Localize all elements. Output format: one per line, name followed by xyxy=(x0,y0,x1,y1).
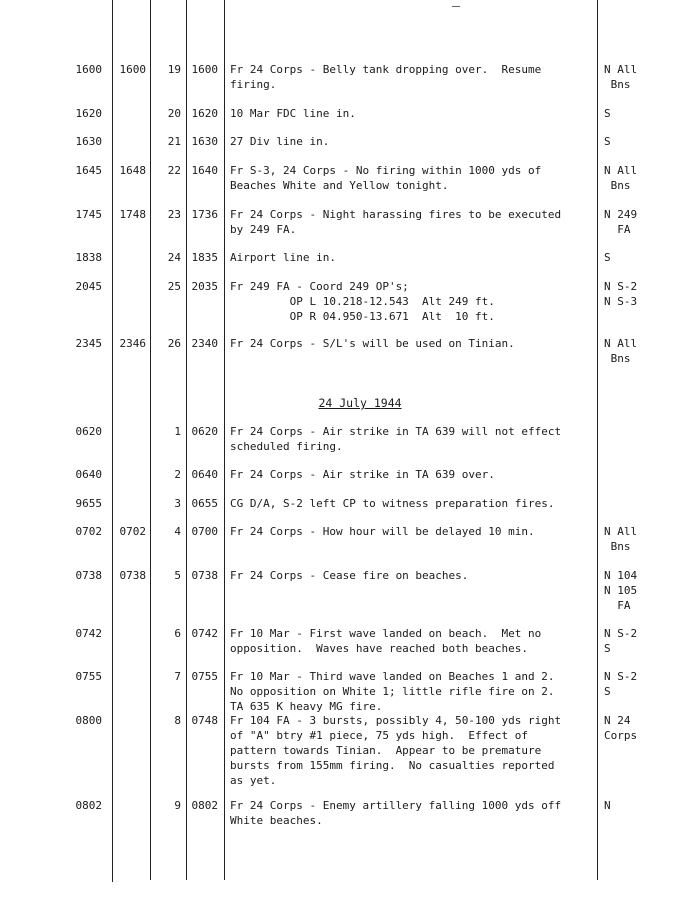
message-text: CG D/A, S-2 left CP to witness preparation fires. xyxy=(230,497,555,510)
message-time: 1835 xyxy=(191,251,218,264)
delivered-time: 1600 xyxy=(119,63,146,76)
distribution: N All Bns xyxy=(604,164,638,192)
serial-number: 2 xyxy=(174,468,181,481)
distribution: N 24 Corps xyxy=(604,714,638,742)
column-rule-2 xyxy=(150,0,151,880)
message-time: 1600 xyxy=(191,63,218,76)
delivered-time: 1648 xyxy=(119,164,146,177)
column-rule-1 xyxy=(112,0,113,882)
message-time: 2340 xyxy=(191,337,218,350)
received-time: 0640 xyxy=(75,468,102,481)
distribution: N All Bns xyxy=(604,63,638,91)
message-time: 0700 xyxy=(191,525,218,538)
received-time: 1745 xyxy=(75,208,102,221)
serial-number: 1 xyxy=(174,425,181,438)
message-text: Fr 24 Corps - Night harassing fires to be executed by 249 FA. xyxy=(230,208,562,236)
serial-number: 19 xyxy=(167,63,181,76)
column-rule-3 xyxy=(186,0,187,880)
message-time: 2035 xyxy=(191,280,218,293)
serial-number: 7 xyxy=(174,670,181,683)
message-time: 1630 xyxy=(191,135,218,148)
message-time: 0748 xyxy=(191,714,218,727)
distribution: N S-2 S xyxy=(604,627,638,655)
distribution: S xyxy=(604,107,611,120)
received-time: 0702 xyxy=(75,525,102,538)
serial-number: 4 xyxy=(174,525,181,538)
serial-number: 21 xyxy=(167,135,181,148)
column-rule-5 xyxy=(597,0,598,880)
serial-number: 23 xyxy=(167,208,181,221)
message-time: 1736 xyxy=(191,208,218,221)
received-time: 0742 xyxy=(75,627,102,640)
message-text: Fr 10 Mar - Third wave landed on Beaches 1 and 2. No opposition on White 1; little rifle fire on 2. TA 635 K heavy MG fire. xyxy=(230,670,555,713)
message-text: Fr S-3, 24 Corps - No firing within 1000 yds of Beaches White and Yellow tonight. xyxy=(230,164,542,192)
serial-number: 3 xyxy=(174,497,181,510)
message-text: 10 Mar FDC line in. xyxy=(230,107,356,120)
message-time: 0755 xyxy=(191,670,218,683)
message-text: Fr 24 Corps - Cease fire on beaches. xyxy=(230,569,469,582)
message-time: 0802 xyxy=(191,799,218,812)
received-time: 1645 xyxy=(75,164,102,177)
message-text: Fr 24 Corps - Enemy artillery falling 1000 yds off White beaches. xyxy=(230,799,562,827)
message-text: Fr 249 FA - Coord 249 OP's; OP L 10.218-12.543 Alt 249 ft. OP R 04.950-13.671 Alt 10 ft. xyxy=(230,280,495,323)
distribution: N S-2 S xyxy=(604,670,638,698)
received-time: 1620 xyxy=(75,107,102,120)
date-heading: 24 July 1944 xyxy=(318,396,402,410)
serial-number: 6 xyxy=(174,627,181,640)
received-time: 0738 xyxy=(75,569,102,582)
received-time: 9655 xyxy=(75,497,102,510)
distribution: N xyxy=(604,799,611,812)
message-text: Fr 10 Mar - First wave landed on beach. Met no opposition. Waves have reached both beaches. xyxy=(230,627,542,655)
received-time: 2045 xyxy=(75,280,102,293)
message-text: Fr 24 Corps - How hour will be delayed 10 min. xyxy=(230,525,535,538)
delivered-time: 2346 xyxy=(119,337,146,350)
message-text: Fr 104 FA - 3 bursts, possibly 4, 50-100 yds right of "A" btry #1 piece, 75 yds high. Effect of pattern towards Tinian. Appear to be premature bursts from 155mm firing. No casualties reported as yet. xyxy=(230,714,562,787)
delivered-time: 1748 xyxy=(119,208,146,221)
distribution: S xyxy=(604,251,611,264)
serial-number: 5 xyxy=(174,569,181,582)
message-text: Fr 24 Corps - Air strike in TA 639 will not effect scheduled firing. xyxy=(230,425,562,453)
distribution: N All Bns xyxy=(604,525,638,553)
delivered-time: 0738 xyxy=(119,569,146,582)
message-time: 0742 xyxy=(191,627,218,640)
message-text: 27 Div line in. xyxy=(230,135,330,148)
message-time: 0738 xyxy=(191,569,218,582)
received-time: 1630 xyxy=(75,135,102,148)
message-text: Airport line in. xyxy=(230,251,336,264)
serial-number: 8 xyxy=(174,714,181,727)
delivered-time: 0702 xyxy=(119,525,146,538)
distribution: N S-2 N S-3 xyxy=(604,280,638,308)
column-rule-4 xyxy=(224,0,225,880)
received-time: 0802 xyxy=(75,799,102,812)
distribution: S xyxy=(604,135,611,148)
received-time: 0800 xyxy=(75,714,102,727)
message-text: Fr 24 Corps - Belly tank dropping over. Resume firing. xyxy=(230,63,542,91)
received-time: 1600 xyxy=(75,63,102,76)
serial-number: 9 xyxy=(174,799,181,812)
received-time: 2345 xyxy=(75,337,102,350)
serial-number: 24 xyxy=(167,251,181,264)
received-time: 0755 xyxy=(75,670,102,683)
distribution: N 104 N 105 FA xyxy=(604,569,638,612)
serial-number: 22 xyxy=(167,164,181,177)
distribution: N 249 FA xyxy=(604,208,638,236)
received-time: 0620 xyxy=(75,425,102,438)
serial-number: 26 xyxy=(167,337,181,350)
scan-mark xyxy=(452,6,460,7)
message-text: Fr 24 Corps - S/L's will be used on Tinian. xyxy=(230,337,515,350)
message-time: 0655 xyxy=(191,497,218,510)
distribution: N All Bns xyxy=(604,337,638,365)
message-time: 1640 xyxy=(191,164,218,177)
message-text: Fr 24 Corps - Air strike in TA 639 over. xyxy=(230,468,495,481)
message-time: 0640 xyxy=(191,468,218,481)
serial-number: 25 xyxy=(167,280,181,293)
message-time: 0620 xyxy=(191,425,218,438)
message-time: 1620 xyxy=(191,107,218,120)
received-time: 1838 xyxy=(75,251,102,264)
serial-number: 20 xyxy=(167,107,181,120)
